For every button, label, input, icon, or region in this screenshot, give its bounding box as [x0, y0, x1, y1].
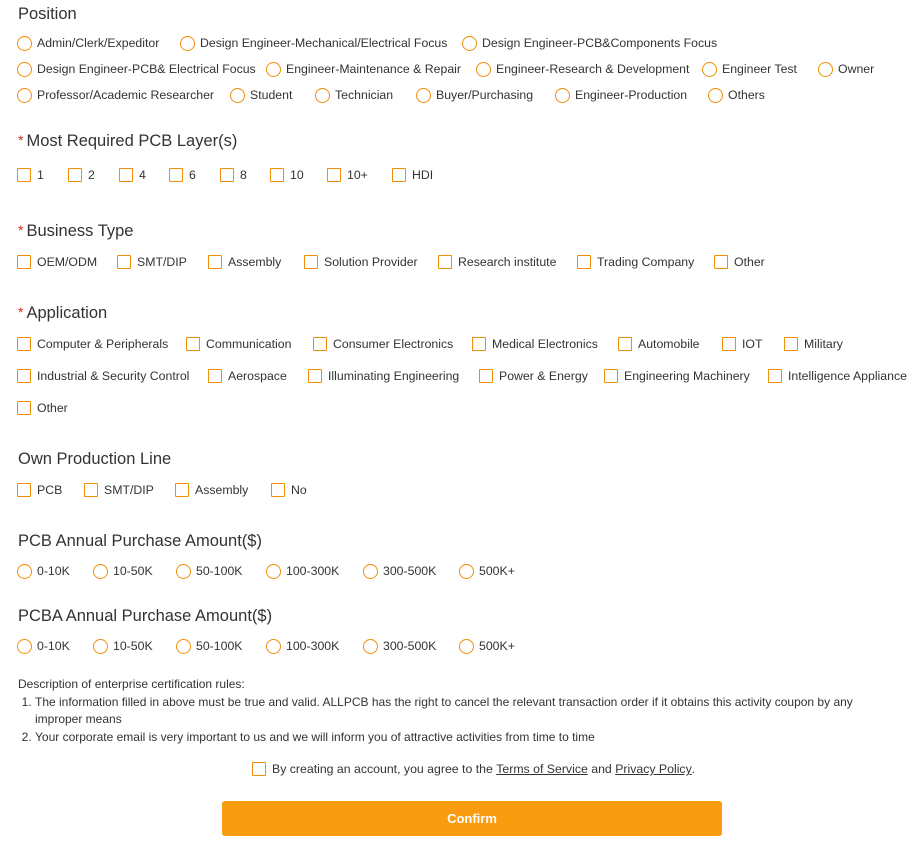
checkbox[interactable] [392, 168, 406, 182]
rule-item: 2. Your corporate email is very important to us and we will inform you of attractive activities from time to time [35, 729, 898, 747]
rule-item: 1. The information filled in above must be true and valid. ALLPCB has the right to cancel the relevant transaction order if it obtains this activity coupon by any improper means [35, 694, 898, 729]
agreement-checkbox[interactable] [252, 762, 266, 776]
radio-button[interactable] [17, 62, 32, 77]
production-title: Own Production Line [18, 450, 172, 468]
layer-option[interactable]: 2 [68, 165, 95, 185]
pcba-amount-option[interactable]: 50-100K [176, 636, 243, 656]
radio-button[interactable] [363, 564, 378, 579]
position-option[interactable]: Engineer-Research & Development [476, 59, 689, 79]
rules-list [18, 694, 898, 747]
terms-of-service-link[interactable]: Terms of Service [496, 762, 588, 776]
checkbox[interactable] [618, 337, 632, 351]
checkbox[interactable] [271, 483, 285, 497]
radio-button[interactable] [17, 36, 32, 51]
agreement-row [252, 760, 695, 778]
radio-button[interactable] [708, 88, 723, 103]
checkbox[interactable] [304, 255, 318, 269]
checkbox[interactable] [327, 168, 341, 182]
radio-button[interactable] [459, 564, 474, 579]
application-option[interactable]: Medical Electronics [472, 334, 598, 354]
layers-title: * Most Required PCB Layer(s) [18, 132, 238, 150]
layer-option[interactable]: 10+ [327, 165, 368, 185]
checkbox[interactable] [208, 255, 222, 269]
checkbox[interactable] [768, 369, 782, 383]
radio-button[interactable] [266, 639, 281, 654]
pcb-amount-option[interactable]: 10-50K [93, 561, 153, 581]
pcba-amount-title: PCBA Annual Purchase Amount($) [18, 607, 273, 625]
application-option[interactable]: Consumer Electronics [313, 334, 453, 354]
application-option[interactable]: Intelligence Appliance [768, 366, 907, 386]
pcb-amount-option[interactable]: 100-300K [266, 561, 339, 581]
checkbox[interactable] [186, 337, 200, 351]
radio-button[interactable] [17, 564, 32, 579]
business-option[interactable]: Other [714, 252, 765, 272]
application-option[interactable]: Other [17, 398, 68, 418]
certification-description [18, 676, 898, 746]
checkbox[interactable] [472, 337, 486, 351]
radio-button[interactable] [702, 62, 717, 77]
checkbox[interactable] [714, 255, 728, 269]
position-option[interactable]: Student [230, 85, 292, 105]
checkbox[interactable] [17, 168, 31, 182]
checkbox[interactable] [308, 369, 322, 383]
checkbox[interactable] [17, 401, 31, 415]
pcb-amount-option[interactable]: 300-500K [363, 561, 436, 581]
position-title: Position [18, 5, 77, 23]
checkbox[interactable] [169, 168, 183, 182]
position-option[interactable]: Design Engineer-PCB& Electrical Focus [17, 59, 256, 79]
privacy-policy-link[interactable]: Privacy Policy [615, 762, 692, 776]
checkbox[interactable] [117, 255, 131, 269]
production-option[interactable]: No [271, 480, 307, 500]
position-option[interactable]: Professor/Academic Researcher [17, 85, 214, 105]
position-option[interactable]: Engineer Test [702, 59, 797, 79]
application-option[interactable]: Computer & Peripherals [17, 334, 168, 354]
radio-button[interactable] [555, 88, 570, 103]
checkbox[interactable] [119, 168, 133, 182]
radio-button[interactable] [230, 88, 245, 103]
checkbox[interactable] [313, 337, 327, 351]
position-option[interactable]: Design Engineer-PCB&Components Focus [462, 33, 717, 53]
radio-button[interactable] [266, 62, 281, 77]
pcba-amount-option[interactable]: 100-300K [266, 636, 339, 656]
layer-option[interactable]: 4 [119, 165, 146, 185]
pcba-amount-option[interactable]: 300-500K [363, 636, 436, 656]
checkbox[interactable] [270, 168, 284, 182]
business-option[interactable]: Solution Provider [304, 252, 418, 272]
checkbox[interactable] [577, 255, 591, 269]
pcb-amount-option[interactable]: 0-10K [17, 561, 70, 581]
radio-button[interactable] [17, 639, 32, 654]
checkbox[interactable] [784, 337, 798, 351]
position-option[interactable]: Buyer/Purchasing [416, 85, 533, 105]
production-option[interactable]: Assembly [175, 480, 248, 500]
application-option[interactable]: Industrial & Security Control [17, 366, 189, 386]
radio-button[interactable] [363, 639, 378, 654]
description-heading: Description of enterprise certification rules: [18, 677, 245, 691]
checkbox[interactable] [17, 337, 31, 351]
layer-option[interactable]: 1 [17, 165, 44, 185]
radio-button[interactable] [462, 36, 477, 51]
required-mark: * [18, 222, 24, 238]
radio-button[interactable] [266, 564, 281, 579]
position-option[interactable]: Engineer-Production [555, 85, 687, 105]
business-title: * Business Type [18, 222, 134, 240]
required-mark: * [18, 304, 24, 320]
required-mark: * [18, 132, 24, 148]
position-option[interactable]: Admin/Clerk/Expeditor [17, 33, 159, 53]
position-option[interactable]: Technician [315, 85, 393, 105]
application-option[interactable]: Engineering Machinery [604, 366, 750, 386]
application-option[interactable]: Communication [186, 334, 291, 354]
radio-button[interactable] [93, 639, 108, 654]
application-option[interactable]: Power & Energy [479, 366, 588, 386]
checkbox[interactable] [438, 255, 452, 269]
layer-option[interactable]: 10 [270, 165, 304, 185]
pcb-amount-option[interactable]: 500K+ [459, 561, 515, 581]
application-option[interactable]: Aerospace [208, 366, 287, 386]
radio-button[interactable] [93, 564, 108, 579]
radio-button[interactable] [180, 36, 195, 51]
layer-option[interactable]: 8 [220, 165, 247, 185]
position-option[interactable]: Design Engineer-Mechanical/Electrical Focus [180, 33, 447, 53]
layer-option[interactable]: 6 [169, 165, 196, 185]
radio-button[interactable] [459, 639, 474, 654]
checkbox[interactable] [604, 369, 618, 383]
checkbox[interactable] [220, 168, 234, 182]
checkbox[interactable] [175, 483, 189, 497]
layer-option[interactable]: HDI [392, 165, 433, 185]
pcba-amount-option[interactable]: 0-10K [17, 636, 70, 656]
pcba-amount-option[interactable]: 10-50K [93, 636, 153, 656]
radio-button[interactable] [17, 88, 32, 103]
agreement-prefix: By creating an account, you agree to the [272, 762, 493, 776]
pcb-amount-title: PCB Annual Purchase Amount($) [18, 532, 262, 550]
radio-button[interactable] [176, 564, 191, 579]
application-option[interactable]: Military [784, 334, 843, 354]
checkbox[interactable] [479, 369, 493, 383]
checkbox[interactable] [17, 369, 31, 383]
production-option[interactable]: SMT/DIP [84, 480, 154, 500]
agreement-and: and [591, 762, 612, 776]
radio-button[interactable] [315, 88, 330, 103]
position-option[interactable]: Engineer-Maintenance & Repair [266, 59, 461, 79]
position-option[interactable]: Others [708, 85, 765, 105]
position-option[interactable]: Owner [818, 59, 874, 79]
business-option[interactable]: SMT/DIP [117, 252, 187, 272]
checkbox[interactable] [208, 369, 222, 383]
business-option[interactable]: Assembly [208, 252, 281, 272]
production-option[interactable]: PCB [17, 480, 62, 500]
business-option[interactable]: Research institute [438, 252, 556, 272]
application-option[interactable]: Automobile [618, 334, 700, 354]
pcba-amount-option[interactable]: 500K+ [459, 636, 515, 656]
checkbox[interactable] [722, 337, 736, 351]
business-option[interactable]: OEM/ODM [17, 252, 97, 272]
application-title: * Application [18, 304, 108, 322]
radio-button[interactable] [416, 88, 431, 103]
radio-button[interactable] [818, 62, 833, 77]
checkbox[interactable] [68, 168, 82, 182]
checkbox[interactable] [17, 255, 31, 269]
checkbox[interactable] [17, 483, 31, 497]
application-option[interactable]: Illuminating Engineering [308, 366, 459, 386]
agreement-suffix: . [691, 762, 696, 776]
radio-button[interactable] [476, 62, 491, 77]
confirm-button[interactable]: Confirm [222, 801, 722, 836]
application-option[interactable]: IOT [722, 334, 763, 354]
pcb-amount-option[interactable]: 50-100K [176, 561, 243, 581]
radio-button[interactable] [176, 639, 191, 654]
business-option[interactable]: Trading Company [577, 252, 694, 272]
checkbox[interactable] [84, 483, 98, 497]
